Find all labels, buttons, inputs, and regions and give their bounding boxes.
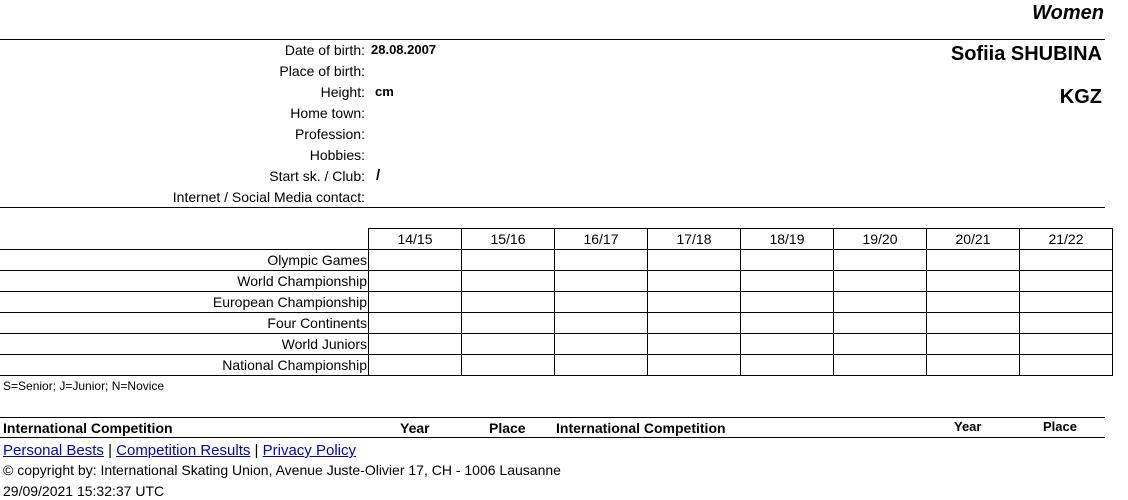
table-row bbox=[0, 334, 1113, 355]
intl-competition-header: International Competition bbox=[3, 420, 173, 436]
bio-label-social-media: Internet / Social Media contact: bbox=[172, 189, 365, 205]
timestamp: 29/09/2021 15:32:37 UTC bbox=[3, 483, 165, 499]
bio-value-height: cm bbox=[375, 84, 394, 99]
row-label-olympic-games: Olympic Games bbox=[0, 250, 369, 271]
intl-year-header-2: Year bbox=[954, 419, 982, 434]
category-title: Women bbox=[1032, 2, 1104, 24]
season-header: 21/22 bbox=[1020, 229, 1113, 250]
season-header: 17/18 bbox=[648, 229, 741, 250]
row-label-national-championship: National Championship bbox=[0, 355, 369, 376]
bio-label-date-of-birth: Date of birth: bbox=[284, 42, 365, 58]
table-row bbox=[0, 292, 1113, 313]
row-label-world-championship: World Championship bbox=[0, 271, 369, 292]
header-blank-cell bbox=[0, 229, 369, 250]
season-header: 18/19 bbox=[741, 229, 834, 250]
intl-top-divider bbox=[0, 417, 1105, 418]
season-header: 16/17 bbox=[555, 229, 648, 250]
link-separator: | bbox=[254, 442, 259, 459]
intl-bottom-divider bbox=[0, 437, 1105, 438]
season-header-row bbox=[0, 229, 1113, 250]
skater-name: Sofiia SHUBINA bbox=[950, 43, 1102, 65]
intl-place-header-2: Place bbox=[1043, 419, 1077, 434]
table-row bbox=[0, 271, 1113, 292]
season-header: 15/16 bbox=[462, 229, 555, 250]
bio-label-home-town: Home town: bbox=[290, 105, 365, 121]
bio-value-start-club: / bbox=[376, 167, 381, 184]
bio-label-profession: Profession: bbox=[294, 126, 365, 142]
season-header: 19/20 bbox=[834, 229, 927, 250]
bio-label-start-club: Start sk. / Club: bbox=[269, 168, 365, 184]
row-label-european-championship: European Championship bbox=[0, 292, 369, 313]
bio-label-place-of-birth: Place of birth: bbox=[279, 63, 365, 79]
championships-table bbox=[0, 228, 1113, 376]
table-row bbox=[0, 355, 1113, 376]
table-row bbox=[0, 250, 1113, 271]
bio-divider bbox=[0, 207, 1105, 208]
privacy-policy-link[interactable]: Privacy Policy bbox=[262, 442, 356, 459]
table-row bbox=[0, 313, 1113, 334]
link-separator: | bbox=[108, 442, 112, 459]
row-label-world-juniors: World Juniors bbox=[0, 334, 369, 355]
level-legend: S=Senior; J=Junior; N=Novice bbox=[3, 379, 165, 393]
skater-nation: KGZ bbox=[1059, 86, 1102, 108]
footer-links bbox=[3, 442, 356, 459]
season-header: 14/15 bbox=[369, 229, 462, 250]
competition-results-link[interactable]: Competition Results bbox=[116, 442, 251, 459]
bio-label-height: Height: bbox=[320, 84, 365, 100]
season-header: 20/21 bbox=[927, 229, 1020, 250]
copyright-text: © copyright by: International Skating Union, Avenue Juste-Olivier 17, CH - 1006 Lausanne bbox=[3, 462, 561, 478]
row-label-four-continents: Four Continents bbox=[0, 313, 369, 334]
personal-bests-link[interactable]: Personal Bests bbox=[3, 442, 104, 459]
intl-year-header: Year bbox=[400, 420, 430, 436]
intl-competition-header-2: International Competition bbox=[556, 420, 726, 436]
bio-value-date-of-birth: 28.08.2007 bbox=[371, 42, 437, 57]
intl-place-header: Place bbox=[489, 420, 526, 436]
bio-label-hobbies: Hobbies: bbox=[309, 147, 365, 163]
